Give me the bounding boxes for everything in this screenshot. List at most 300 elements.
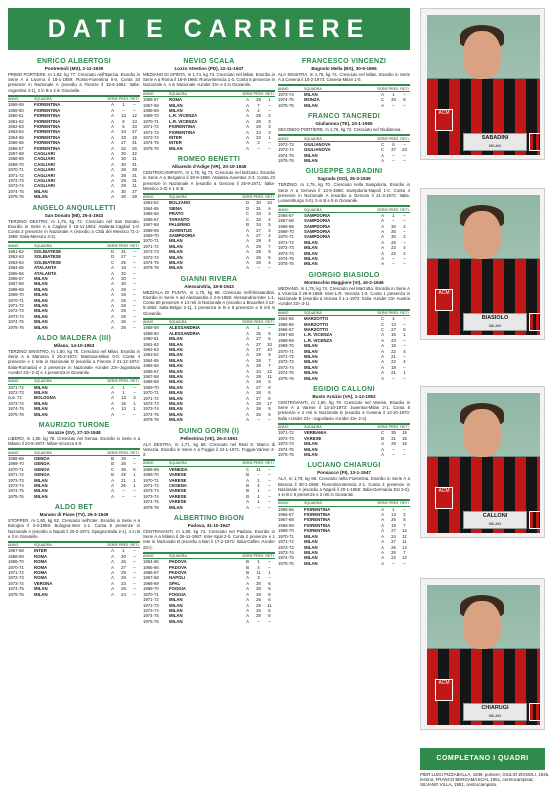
cell-year: 1974-75	[278, 152, 294, 158]
cell-pres: 18	[121, 265, 126, 271]
cell-year: 1970-71	[143, 591, 159, 597]
cell-year: 1968-69	[143, 227, 159, 233]
col-pres: PRES	[388, 310, 399, 315]
player-birth: Giulianova (TE), 10-1-1955	[315, 121, 373, 127]
cell-pres: 4	[257, 107, 260, 113]
cell-pres: 27	[391, 528, 396, 534]
cell-pres: 1	[392, 506, 395, 512]
cell-pres: 16	[121, 400, 126, 406]
cell-reti: 8	[403, 97, 406, 103]
cell-serie: A	[111, 178, 114, 183]
cell-pres: –	[392, 152, 395, 158]
cell-year: 1969-70	[278, 528, 294, 534]
cell-pres: 3	[257, 575, 260, 581]
cell-serie: A	[111, 548, 114, 554]
cell-pres: 25	[256, 330, 261, 336]
cell-reti: –	[268, 482, 271, 488]
cell-reti: –	[133, 389, 136, 395]
cell-serie: A	[381, 441, 384, 447]
cell-pres: 27	[121, 254, 126, 260]
cell-year: 1967-68	[8, 150, 24, 156]
cell-year: 1968-69	[8, 286, 24, 292]
cell-serie: A	[111, 324, 114, 330]
cell-year: 1971-72	[278, 239, 294, 245]
col-squadra: SQUADRA	[169, 91, 242, 97]
cell-pres: 13	[391, 512, 396, 518]
cell-serie: B	[111, 472, 114, 478]
col-reti: RETI	[265, 461, 274, 466]
cell-year: 1974-75	[8, 319, 24, 325]
cell-team: CESENA	[169, 482, 187, 488]
cell-reti: 2	[403, 223, 406, 229]
cell-team: VARESE	[169, 499, 187, 505]
cell-reti: 1	[403, 370, 406, 376]
face	[463, 601, 501, 649]
cell-serie: A	[381, 261, 384, 267]
cell-team: MILAN	[169, 145, 183, 151]
col-squadra: SQUADRA	[169, 553, 242, 559]
cell-serie: A	[111, 303, 114, 308]
cell-team: INTER	[34, 548, 47, 554]
career-table	[278, 499, 410, 566]
cell-serie: A	[381, 234, 384, 240]
cell-team: INTER	[169, 140, 182, 146]
cell-year: 1975-76	[278, 102, 294, 108]
cell-reti: 2	[403, 250, 406, 256]
cell-serie: A	[246, 499, 249, 505]
cell-pres: 22	[391, 348, 396, 354]
cell-year: 1973-74	[143, 607, 159, 613]
cell-serie: A	[111, 156, 114, 162]
cell-serie: A	[246, 134, 249, 140]
cell-reti: –	[268, 559, 271, 565]
cell-year: 1967-68	[143, 575, 159, 581]
cell-team: NAPOLI	[169, 575, 186, 581]
cell-pres: 25	[121, 297, 126, 303]
cell-team: VERONA	[34, 580, 53, 586]
cell-team: ROMA	[34, 559, 48, 565]
player-birth: Pontremoli (MS), 2-11-1939	[44, 66, 104, 71]
cell-pres: –	[392, 218, 395, 224]
cell-year: 1968-69	[8, 455, 24, 461]
cell-year: 1974-75	[278, 555, 294, 561]
cell-team: ROMA	[34, 564, 48, 570]
cell-pres: 29	[256, 363, 261, 369]
col-serie: SERIE	[107, 543, 118, 548]
col-serie: SERIE	[242, 91, 253, 96]
col-serie: SERIE	[242, 461, 253, 466]
cell-pres: –	[392, 158, 395, 164]
cell-pres: 20	[391, 97, 396, 103]
cell-serie: B	[111, 461, 114, 467]
cell-year: 1964-65	[143, 357, 159, 363]
career-table	[278, 134, 410, 163]
cell-year: 1960-61	[143, 336, 159, 342]
cell-year: 1970-71	[143, 238, 159, 244]
player-entry	[143, 58, 275, 151]
cell-reti: 15	[402, 441, 407, 447]
cell-reti: –	[268, 564, 271, 570]
cell-serie: A	[381, 245, 384, 251]
cell-reti: –	[133, 107, 136, 113]
col-reti: RETI	[265, 554, 274, 559]
cell-team: FIORENTINA	[34, 118, 61, 124]
sticker-name: SABADINI	[481, 135, 509, 141]
cell-serie: A	[246, 597, 249, 603]
cell-team: PADOVA	[169, 570, 187, 576]
cell-year: 1975-76	[8, 591, 24, 597]
cell-serie: A	[381, 348, 384, 354]
cell-team: FIORENTINA	[304, 528, 331, 534]
player-bio: CENTRAVANTI, m 1,80, kg 74. Cresciuto nel Padova. Esordio in Serie A a Milano il 26-11-1967: Inter-Spal 2-0. Conta 2 presenze e 1 rete in Nazionale B (esordio a Bari il 17-2-1971: Italia-Galles «Under 23»).	[143, 528, 275, 550]
cell-year: 1970-71	[143, 118, 159, 124]
player-entry	[8, 422, 140, 499]
cell-team: MILAN	[169, 102, 183, 108]
cell-pres: 18	[391, 522, 396, 528]
cell-pres: –	[392, 261, 395, 267]
cell-pres: 28	[256, 591, 261, 597]
player-name: ROMEO BENETTI	[177, 156, 241, 164]
player-birth: Sagrado (GO), 26-3-1949	[317, 176, 371, 182]
cell-team: CAGLIARI	[34, 161, 55, 167]
cell-serie: A	[111, 570, 114, 576]
cell-serie: A	[111, 319, 114, 325]
cell-serie: A	[381, 228, 384, 234]
cell-pres: 27	[256, 346, 261, 352]
cell-year: 1973-74	[8, 482, 24, 488]
player-entry	[8, 205, 140, 330]
cell-team: MILAN	[169, 368, 183, 374]
cell-serie: B	[246, 222, 249, 228]
cell-reti: –	[133, 265, 136, 271]
cell-team: PRATO	[169, 211, 184, 217]
cell-team: MILAN	[34, 286, 48, 292]
career-table	[278, 205, 410, 267]
cell-pres: 27	[256, 336, 261, 342]
cell-serie: C	[380, 430, 385, 436]
cell-year: 1972-73	[278, 435, 294, 441]
col-anno: ANNO	[143, 194, 169, 200]
cell-year: 1961-62	[8, 248, 24, 254]
player-bio: ALA DESTRA, m 1,71, kg 68. Cresciuto nel Real S. Marco di Venezia. Esordio in Serie A a Foggia il 24-1-1971: Foggia-Varese 2-2.	[143, 441, 275, 457]
cell-team: MILAN	[34, 313, 48, 319]
cell-year: 1966-67	[8, 275, 24, 281]
cell-serie: A	[111, 591, 114, 597]
cell-year: 1967-68	[278, 332, 294, 338]
cell-serie: A	[246, 259, 249, 265]
cell-serie: D	[110, 248, 115, 254]
cell-year: 1965-66	[143, 564, 159, 570]
player-sticker	[420, 386, 545, 538]
cell-year: 1964-65	[8, 265, 24, 271]
col-anno: ANNO	[278, 310, 304, 316]
cell-serie: A	[246, 357, 249, 363]
cell-team: MILAN	[169, 363, 183, 369]
career-table	[8, 377, 140, 417]
table-row	[278, 261, 410, 266]
cell-team: CAGLIARI	[34, 178, 55, 183]
cell-pres: 26	[391, 239, 396, 245]
cell-team: MILAN	[169, 243, 183, 249]
cell-pres: 28	[256, 400, 261, 406]
cell-pres: 4	[257, 564, 260, 570]
cell-reti: 6	[268, 330, 271, 336]
cell-pres: 28	[256, 390, 261, 396]
cell-pres: 27	[256, 341, 261, 347]
cell-reti: 8	[268, 613, 271, 619]
cell-reti: 7	[268, 363, 271, 369]
cell-serie: A	[246, 384, 249, 390]
cell-reti: 2	[403, 234, 406, 240]
player-name: ENRICO ALBERTOSI	[36, 58, 112, 65]
cell-pres: 22	[256, 134, 261, 140]
cell-reti: –	[133, 324, 136, 330]
cell-pres: –	[122, 493, 125, 499]
player-name: FRANCESCO VINCENZI	[301, 58, 387, 65]
cell-reti: –	[403, 506, 406, 512]
cell-serie: C	[380, 97, 385, 103]
cell-year: 1975-76	[8, 324, 24, 330]
player-entry	[278, 58, 410, 108]
cell-year: 1959-60	[143, 330, 159, 336]
cell-team: MILAN	[304, 539, 318, 545]
cell-team: CAGLIARI	[34, 172, 55, 178]
cell-pres: 26	[121, 586, 126, 592]
cell-reti: –	[133, 548, 136, 554]
cell-year: 1966-67	[278, 512, 294, 518]
col-reti: RETI	[400, 425, 409, 430]
cell-serie: A	[246, 97, 249, 103]
cell-year: 1974-75	[278, 97, 294, 103]
cell-serie: A	[246, 390, 249, 396]
player-name: FRANCO TANCREDI	[307, 113, 381, 121]
cell-serie: A	[111, 161, 114, 167]
cell-reti: 5	[268, 254, 271, 260]
cell-pres: 25	[121, 455, 126, 461]
cell-year: 1965-66	[8, 270, 24, 276]
cell-team: SAMPDORIA	[304, 234, 331, 240]
cell-serie: A	[381, 359, 384, 365]
cell-team: VENEZIA	[169, 466, 188, 472]
cell-pres: 28	[121, 303, 126, 308]
cell-reti: –	[133, 297, 136, 303]
cell-year: 1965-66	[278, 321, 294, 327]
cell-serie: A	[111, 270, 114, 276]
col-pres: PRES	[388, 501, 399, 506]
cell-reti: 11	[132, 183, 137, 189]
cell-reti: –	[133, 313, 136, 319]
column-2	[143, 58, 275, 793]
cell-year: 1968-69	[143, 580, 159, 586]
player-entry	[278, 168, 410, 266]
player-sticker	[420, 578, 545, 730]
cell-pres: 29	[121, 286, 126, 292]
cell-team: SOLBIATESE	[34, 259, 62, 265]
face	[463, 31, 501, 79]
cell-serie: A	[246, 129, 249, 135]
cell-reti: 1	[268, 570, 271, 576]
col-squadra: SQUADRA	[169, 319, 242, 325]
cell-reti: 12	[267, 368, 272, 374]
completion-title: COMPLETANO I QUADRI	[420, 748, 545, 770]
cell-serie: A	[246, 113, 249, 119]
cell-team: MILAN	[34, 586, 48, 592]
cell-year: 1969-70	[143, 232, 159, 238]
cell-team: TARANTO	[169, 216, 190, 222]
cell-serie: A	[381, 218, 384, 224]
player-name: ALDO MALDERA (III)	[36, 335, 112, 343]
cell-team: ALESSANDRIA	[169, 330, 201, 336]
cell-team: MARZOTTO	[304, 326, 329, 332]
sticker-name: CALLONI	[482, 513, 508, 519]
cell-year: 1972-73	[8, 178, 24, 183]
cell-reti: 6	[268, 580, 271, 586]
cell-team: CAGLIARI	[34, 167, 55, 173]
cell-pres: 29	[256, 373, 261, 379]
cell-reti: 4	[268, 238, 271, 244]
club-badge-icon: ACM	[435, 109, 453, 131]
cell-reti: –	[403, 451, 406, 457]
cell-year: 1975-76	[278, 560, 294, 566]
player-bio: ALA SINISTRA, m 1,76, kg 74. Cresciuto nel Milan. Esordio in Serie A a Cesena il 10-2-1974: Cesena-Milan 1-0.	[278, 72, 410, 83]
cell-pres: 26	[121, 313, 126, 319]
cell-reti: 11	[402, 539, 407, 545]
cell-year: 1974-75	[8, 406, 24, 412]
cell-year: 1971-72	[143, 395, 159, 401]
name-plate	[463, 133, 527, 151]
cell-serie: D	[245, 200, 250, 206]
cell-team: PADOVA	[169, 564, 187, 570]
table-row	[278, 561, 410, 566]
cell-year: 1975-76	[143, 145, 159, 151]
player-entry	[8, 504, 140, 597]
col-reti: RETI	[130, 450, 139, 455]
cell-pres: 26	[256, 597, 261, 603]
cell-year: 1971-72	[278, 430, 294, 436]
col-squadra: SQUADRA	[169, 460, 242, 466]
cell-team: SIENA	[169, 205, 183, 211]
cell-year: 1973-74	[278, 549, 294, 555]
cell-serie: C	[245, 466, 250, 472]
player-photo	[427, 195, 540, 335]
cell-serie: A	[111, 275, 114, 281]
col-anno: ANNO	[8, 449, 34, 455]
cell-year: 1962-63	[8, 254, 24, 260]
col-pres: PRES	[253, 554, 264, 559]
cell-team: FIORENTINA	[34, 123, 61, 129]
sticker-club: MILAN	[488, 323, 502, 328]
col-pres: PRES	[388, 136, 399, 141]
cell-year: 1970-71	[278, 234, 294, 240]
cell-serie: C	[380, 141, 385, 147]
player-name: GIANNI RIVERA	[180, 275, 238, 283]
cell-year: 1967-68	[278, 218, 294, 224]
cell-team: MILAN	[34, 411, 48, 417]
cell-pres: 28	[256, 613, 261, 619]
col-serie: SERIE	[377, 501, 388, 506]
cell-team: MILAN	[304, 250, 318, 256]
cell-year: 1973-74	[278, 250, 294, 256]
cell-reti: 12	[132, 113, 137, 119]
cell-reti: –	[403, 218, 406, 224]
cell-year: 1968-69	[278, 522, 294, 528]
player-bio: ALA, m 1,79, kg 68. Cresciuto nella Fiorentina. Esordio in Serie A a Brescia il 30-1-1966: Fiorentina-Brescia 2-1. Conta 3 presenze in Nazionale A (esordio a Napoli il 20-1-1969: Italia-Germania Est 3-0), 4 in B e 6 presenze e 2 reti in Giovanile.	[278, 476, 410, 497]
cell-pres: 29	[256, 113, 261, 119]
player-birth: Bagnolo Mella (BS), 30-9-1956	[311, 66, 377, 71]
cell-pres: 1	[257, 493, 260, 499]
cell-serie: A	[111, 183, 114, 189]
cell-reti: 7	[403, 549, 406, 555]
cell-team: MILAN	[34, 324, 48, 330]
col-pres: PRES	[118, 543, 129, 548]
cell-team: SAMPDORIA	[304, 212, 331, 218]
col-anno: ANNO	[143, 553, 169, 559]
cell-year: 1971-72	[143, 124, 159, 130]
career-table	[278, 84, 410, 108]
player-entry	[8, 335, 140, 417]
cell-reti: 6	[268, 205, 271, 211]
cell-serie: A	[111, 395, 114, 401]
player-birth: Albaredo d'Adige (VR), 20-10-1945	[171, 164, 247, 170]
cell-team: MILAN	[34, 292, 48, 298]
cell-pres: 26	[121, 575, 126, 581]
cell-pres: 31	[256, 205, 261, 211]
cell-serie: A	[246, 107, 249, 113]
cell-reti: 3	[268, 124, 271, 130]
player-birth: Lozzo Atestino (PD), 22-11-1947	[174, 66, 244, 71]
cell-pres: 26	[256, 357, 261, 363]
cell-year: 1969-70	[143, 384, 159, 390]
cell-year: 1958-59	[143, 325, 159, 331]
player-birth: Padova, 31-10-1947	[187, 522, 231, 528]
cell-team: FIORENTINA	[34, 134, 61, 140]
cell-year: 1971-72	[143, 482, 159, 488]
cell-reti: –	[268, 499, 271, 505]
cell-reti: –	[268, 618, 271, 624]
col-squadra: SQUADRA	[169, 194, 242, 200]
cell-serie: A	[246, 368, 249, 374]
cell-team: ATALANTA	[34, 270, 57, 276]
cell-reti: 5	[268, 586, 271, 592]
cell-pres: 13	[121, 395, 126, 401]
cell-year: 1975-76	[278, 375, 294, 381]
cell-year: 1973-74	[278, 147, 294, 153]
cell-reti: –	[268, 504, 271, 510]
cell-reti: 31	[132, 172, 137, 178]
cell-year: 1971-72	[278, 353, 294, 359]
cell-year: 1972-73	[278, 141, 294, 147]
cell-year: 1972-73	[143, 249, 159, 255]
cell-reti: 1	[268, 97, 271, 103]
cell-serie: A	[111, 292, 114, 298]
player-bio: MEZZALA DI PUNTA, m 1,75, kg 68. Cresciuto nell'Alessandria. Esordio in Serie A ad Alessandria il 2-6-1959: Alessandria-Inter 1-1. Conta 60 presenze e 14 reti in Nazionale A (esordio a Bruxelles il 13-5-1962: Italia-Belgio 3-1), 1 presenza in B e 9 presenze e 8 reti in Giovanile.	[143, 289, 275, 316]
cell-team: MILAN	[169, 618, 183, 624]
table-row	[8, 592, 140, 597]
player-bio: TERZINO, m 1,75, kg 70. Cresciuto nella Sampdoria. Esordio in Serie A a Genova il 13-5-1968: Sampdoria-Napoli 1-0. Conta 4 presenze in Nazionale A (esordio a Genova il 21-3-1972: Italia-Lussemburgo 3-0), 5 in B e 5 in Giovanile.	[278, 182, 410, 204]
cell-pres: 4	[257, 482, 260, 488]
cell-reti: 6	[268, 390, 271, 396]
cell-pres: 29	[256, 124, 261, 130]
col-serie: SERIE	[107, 379, 118, 384]
cell-pres: 1	[122, 384, 125, 390]
cell-reti: 6	[268, 395, 271, 401]
cell-serie: A	[111, 384, 114, 390]
cell-reti: –	[403, 239, 406, 245]
cell-reti: 4	[268, 216, 271, 222]
cell-serie: A	[381, 451, 384, 457]
cell-pres: 13	[121, 113, 126, 119]
cell-team: MILAN	[169, 384, 183, 390]
